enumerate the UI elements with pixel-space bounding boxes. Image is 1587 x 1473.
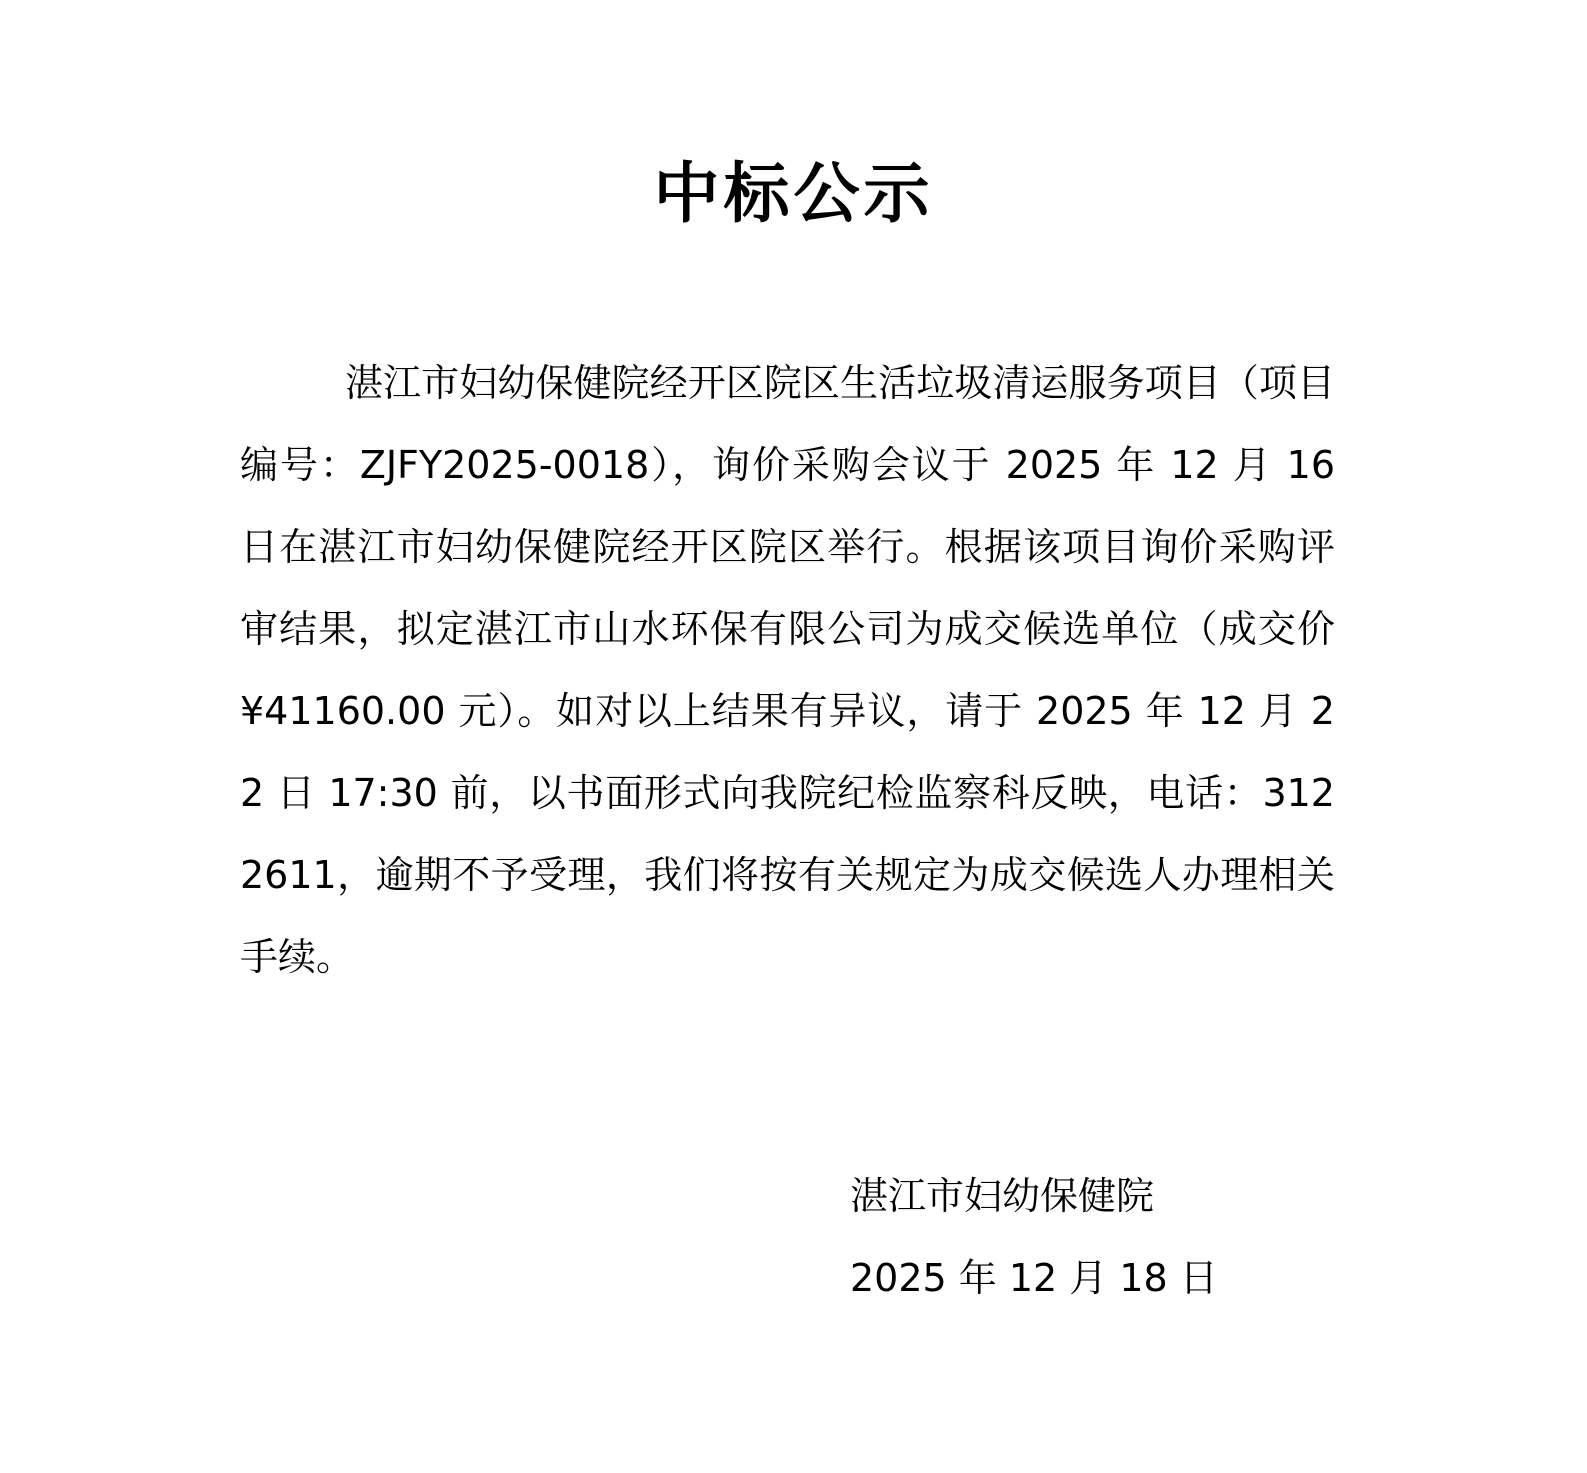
document-title: 中标公示 [653,154,934,232]
signature-block [850,1155,1350,1319]
signature-organization: 湛江市妇幼保健院 [850,1174,1155,1218]
signature-date: 2025 年 12 月 18 日 [850,1256,1218,1300]
announcement-body: 湛江市妇幼保健院经开区院区生活垃圾清运服务项目（项目编号：ZJFY2025-0018），询价采购会议于 2025 年 12 月 16 日在湛江市妇幼保健院经开区院区举行。根据该项目询价采购评审结果，拟定湛江市山水环保有限公司为成交候选单位（成交价¥41160.00 元）。如对以上结果有异议，请于 2025 年 12 月 22 日 17:30 前，以书面形式向我院纪检监察科反映，电话：3122611，逾期不予受理，我们将按有关规定为成交候选人办理相关手续。 [240,361,1335,979]
